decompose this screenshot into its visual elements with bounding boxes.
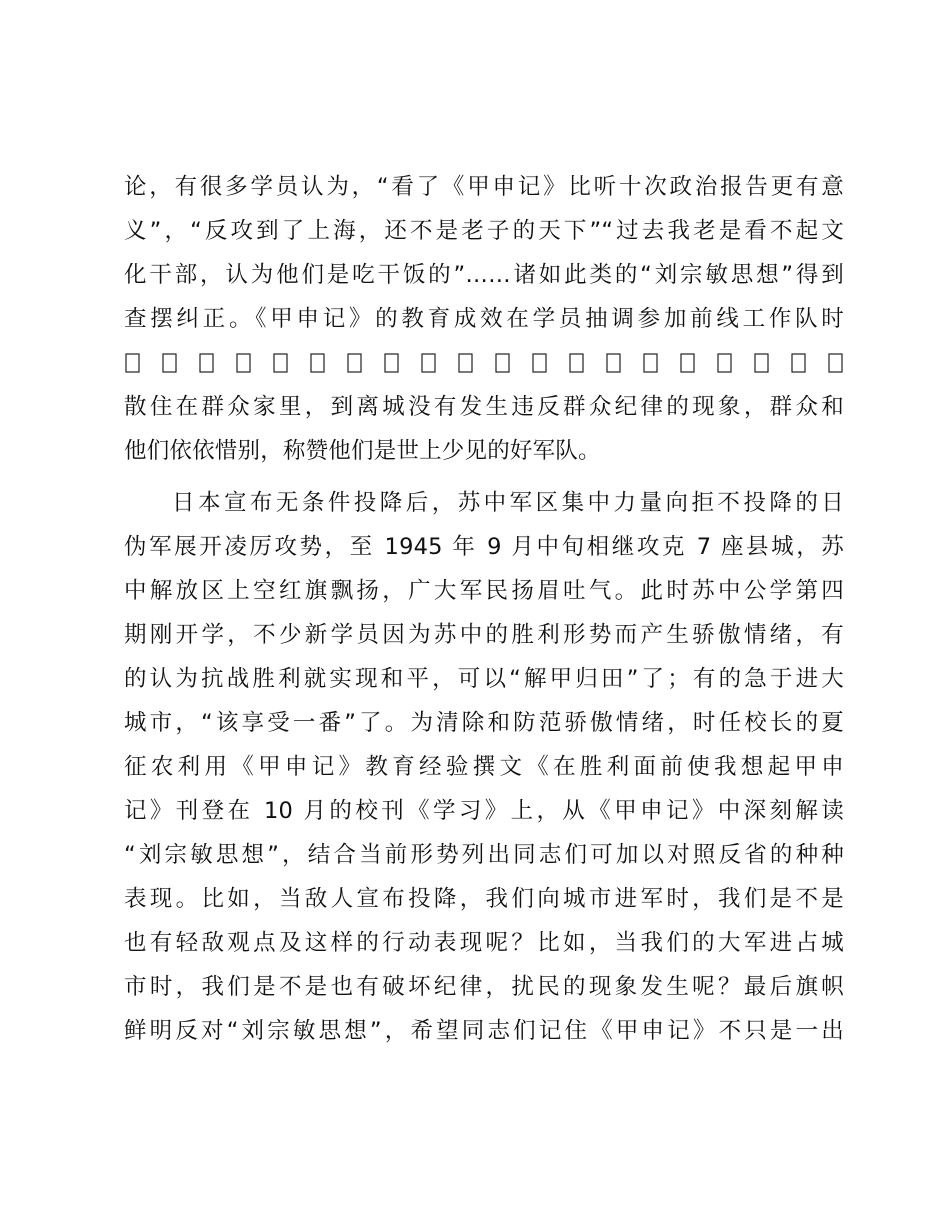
paragraph-2-line-13: 鲜明反对“刘宗敏思想”，希望同志们记住《甲申记》不只是一出 [124, 1018, 844, 1044]
paragraph-2-line-6: 城市，“该享受一番”了。为清除和防范骄傲情绪，时任校长的夏 [124, 710, 844, 736]
paragraph-2-line-8: 记》刊登在 10 月的校刊《学习》上，从《甲申记》中深刻解读 [124, 798, 844, 824]
paragraph-1-line-3: 化干部，认为他们是吃干饭的”……诸如此类的“刘宗敏思想”得到 [124, 262, 844, 288]
paragraph-1-line-6: 散住在群众家里，到离城没有发生违反群众纪律的现象，群众和 [124, 394, 844, 420]
paragraph-2-line-3: 中解放区上空红旗飘扬，广大军民扬眉吐气。此时苏中公学第四 [124, 578, 844, 604]
paragraph-1-line-2: 义”，“反攻到了上海，还不是老子的天下”“过去我老是看不起文 [124, 218, 844, 244]
paragraph-2-line-7: 征农利用《甲申记》教育经验撰文《在胜利面前使我想起甲申 [124, 754, 844, 780]
paragraph-1 [124, 165, 844, 473]
paragraph-1-line-4: 查摆纠正。《甲申记》的教育成效在学员抽调参加前线工作队时 [124, 306, 844, 332]
paragraph-2-line-2: 伪军展开凌厉攻势，至 1945 年 9 月中旬相继攻克 7 座县城，苏 [124, 534, 844, 560]
paragraph-2-line-4: 期刚开学，不少新学员因为苏中的胜利形势而产生骄傲情绪，有 [124, 622, 844, 648]
missing-glyph-row [124, 341, 844, 385]
paragraph-1-line-5-missing-glyphs [124, 341, 844, 385]
paragraph-2-line-9: “刘宗敏思想”，结合当前形势列出同志们可加以对照反省的种种 [124, 842, 844, 868]
paragraph-1-line-7: 他们依依惜别，称赞他们是世上少见的好军队。 [124, 438, 601, 464]
paragraph-2-line-10: 表现。比如，当敌人宣布投降，我们向城市进军时，我们是不是 [124, 886, 844, 912]
paragraph-2-line-11: 也有轻敌观点及这样的行动表现呢？比如，当我们的大军进占城 [124, 930, 844, 956]
paragraph-2-line-1: 日本宣布无条件投降后，苏中军区集中力量向拒不投降的日 [172, 490, 844, 516]
paragraph-2 [124, 481, 844, 1053]
paragraph-2-line-5: 的认为抗战胜利就实现和平，可以“解甲归田”了；有的急于进大 [124, 666, 844, 692]
paragraph-2-line-12: 市时，我们是不是也有破坏纪律，扰民的现象发生呢？最后旗帜 [124, 974, 844, 1000]
paragraph-1-line-1: 论，有很多学员认为，“看了《甲申记》比听十次政治报告更有意 [124, 174, 844, 200]
